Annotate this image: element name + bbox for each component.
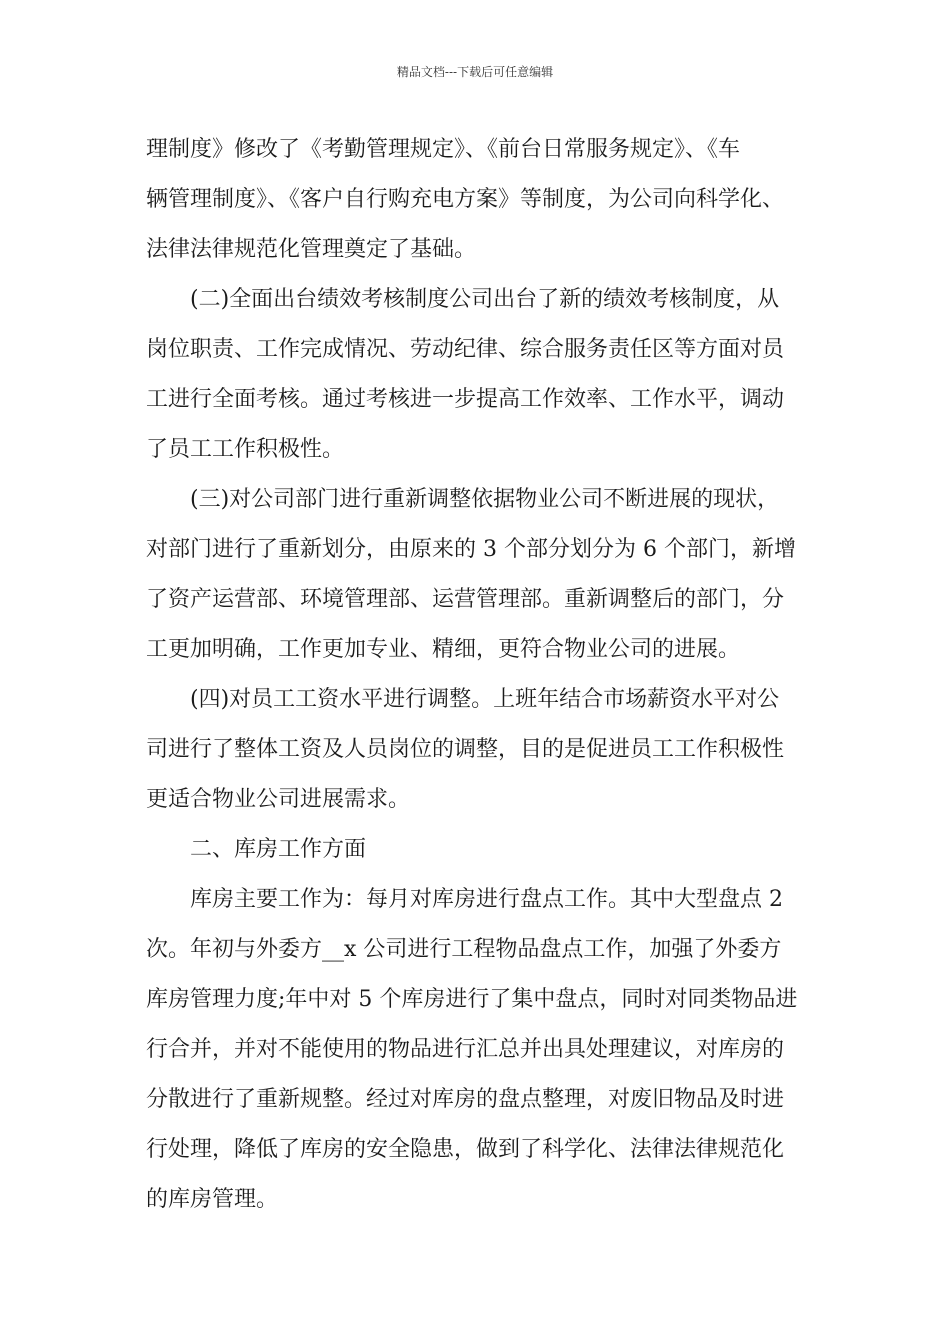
text-line: 行合并，并对不能使用的物品进行汇总并出具处理建议，对库房的: [146, 1037, 785, 1062]
text-line: 更适合物业公司进展需求。: [146, 787, 411, 812]
text-line: (三)对公司部门进行重新调整依据物业公司不断进展的现状，: [146, 487, 780, 512]
text-line: 工进行全面考核。通过考核进一步提高工作效率、工作水平，调动: [146, 387, 785, 412]
text-line: 工更加明确，工作更加专业、精细，更符合物业公司的进展。: [146, 637, 741, 662]
text-line: 对部门进行了重新划分，由原来的 3 个部分划分为 6 个部门，新增: [146, 537, 796, 562]
text-line: 司进行了整体工资及人员岗位的调整，目的是促进员工工作积极性: [146, 737, 785, 762]
text-line: 理制度》修改了《考勤管理规定》、《前台日常服务规定》、《车: [146, 137, 741, 162]
text-line: 了资产运营部、环境管理部、运营管理部。重新调整后的部门，分: [146, 587, 785, 612]
text-line: 的库房管理。: [146, 1187, 279, 1212]
text-line: 分散进行了重新规整。经过对库房的盘点整理，对废旧物品及时进: [146, 1087, 785, 1112]
text-line: 辆管理制度》、《客户自行购充电方案》等制度，为公司向科学化、: [146, 187, 785, 212]
page-header: 精品文档---下载后可任意编辑: [396, 65, 554, 79]
text-line: 法律法律规范化管理奠定了基础。: [146, 237, 477, 262]
text-line: (四)对员工工资水平进行调整。上班年结合市场薪资水平对公: [146, 687, 780, 712]
section-heading: 二、库房工作方面: [146, 837, 367, 862]
text-line: 岗位职责、工作完成情况、劳动纪律、综合服务责任区等方面对员: [146, 337, 785, 362]
text-line: 库房主要工作为：每月对库房进行盘点工作。其中大型盘点 2: [146, 887, 783, 912]
text-line: 行处理，降低了库房的安全隐患，做到了科学化、法律法律规范化: [146, 1137, 785, 1162]
text-line: 库房管理力度;年中对 5 个库房进行了集中盘点，同时对同类物品进: [146, 987, 798, 1012]
text-line: (二)全面出台绩效考核制度公司出台了新的绩效考核制度，从: [146, 287, 780, 312]
text-line: 次。年初与外委方__x 公司进行工程物品盘点工作，加强了外委方: [146, 937, 782, 962]
text-line: 了员工工作积极性。: [146, 437, 345, 462]
